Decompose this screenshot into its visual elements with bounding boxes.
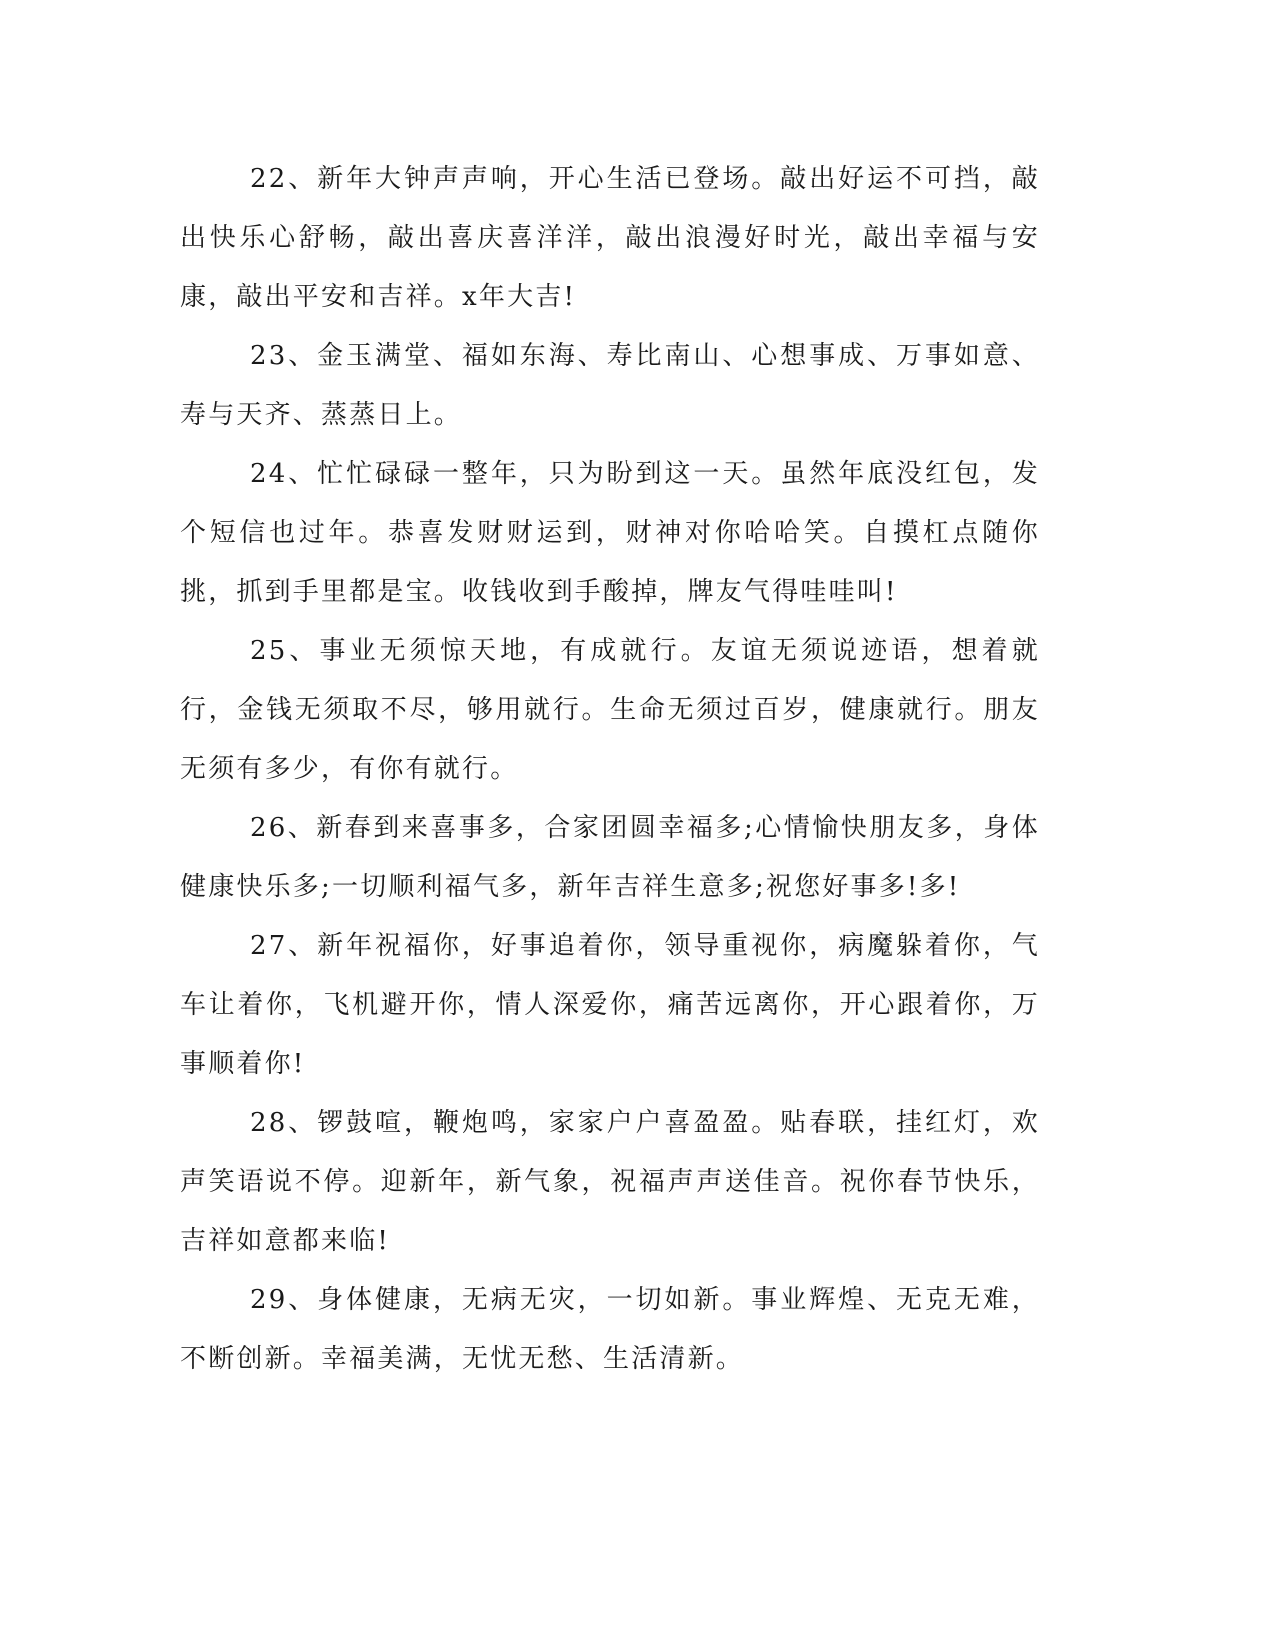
paragraph-23: 23、金玉满堂、福如东海、寿比南山、心想事成、万事如意、寿与天齐、蒸蒸日上。: [180, 341, 1040, 430]
paragraph-27: 27、新年祝福你，好事追着你，领导重视你，病魔躲着你，气车让着你，飞机避开你，情人深爱你，痛苦远离你，开心跟着你，万事顺着你!: [180, 931, 1040, 1079]
document-page: [180, 150, 1040, 1389]
paragraph-26: 26、新春到来喜事多，合家团圆幸福多;心情愉快朋友多，身体健康快乐多;一切顺利福气多，新年吉祥生意多;祝您好事多!多!: [180, 813, 1040, 902]
paragraph-25: 25、事业无须惊天地，有成就行。友谊无须说迹语，想着就行，金钱无须取不尽，够用就行。生命无须过百岁，健康就行。朋友无须有多少，有你有就行。: [180, 636, 1040, 784]
paragraph-28: 28、锣鼓喧，鞭炮鸣，家家户户喜盈盈。贴春联，挂红灯，欢声笑语说不停。迎新年，新气象，祝福声声送佳音。祝你春节快乐，吉祥如意都来临!: [180, 1108, 1040, 1256]
paragraph-22: 22、新年大钟声声响，开心生活已登场。敲出好运不可挡，敲出快乐心舒畅，敲出喜庆喜洋洋，敲出浪漫好时光，敲出幸福与安康，敲出平安和吉祥。x年大吉!: [180, 164, 1040, 312]
paragraph-24: 24、忙忙碌碌一整年，只为盼到这一天。虽然年底没红包，发个短信也过年。恭喜发财财运到，财神对你哈哈笑。自摸杠点随你挑，抓到手里都是宝。收钱收到手酸掉，牌友气得哇哇叫!: [180, 459, 1040, 607]
paragraph-29: 29、身体健康，无病无灾，一切如新。事业辉煌、无克无难，不断创新。幸福美满，无忧无愁、生活清新。: [180, 1285, 1040, 1374]
